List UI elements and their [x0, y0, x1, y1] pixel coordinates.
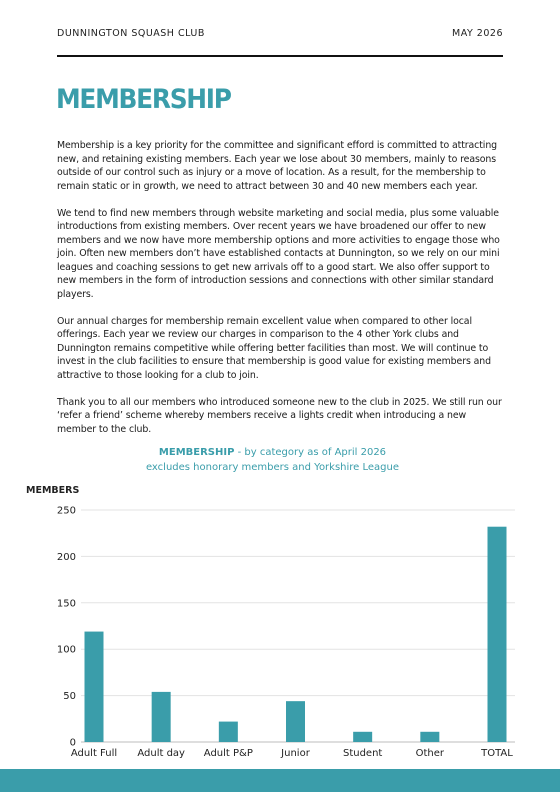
x-tick-label: Student [342, 748, 383, 759]
y-tick-label: 150 [56, 598, 76, 610]
paragraph: We tend to find new members through website marketing and social media, plus some valuable introductions from existing members. Over recent years we have broadened our offer to new members and we now have more membership options and more activities to engage those who join. Often new members don’t have established contacts at Dunnington, so we rely on our mini leagues and coaching sessions to get new arrivals off to a good start. We also offer support to new members in the form of introduction sessions and connections with other similar standard players. [57, 207, 500, 300]
x-tick-label: Junior [281, 748, 310, 759]
bar [488, 527, 507, 742]
x-tick-label: Other [415, 748, 445, 759]
page-title: MEMBERSHIP [56, 84, 231, 115]
bar [420, 732, 439, 742]
y-tick-label: 250 [56, 505, 76, 517]
issue-date: MAY 2026 [452, 28, 503, 39]
x-tick-label: TOTAL [481, 748, 513, 759]
y-tick-label: 0 [69, 737, 76, 749]
bar [152, 692, 171, 742]
bar [85, 632, 104, 742]
chart-subtitle-note: excludes honorary members and Yorkshire League [145, 462, 400, 473]
x-tick-label: Adult P&P [203, 748, 253, 759]
chart-title-main: MEMBERSHIP [158, 447, 235, 458]
paragraph: Our annual charges for membership remain excellent value when compared to other local offerings. Each year we review our charges in comparison to the 4 other York clubs and Dunnington remains competitive while offering better facilities than most. We will continue to invest in the club facilities to ensure that membership is good value for existing members and attractive to those looking for a club to join. [57, 315, 491, 381]
bar [286, 701, 305, 742]
y-axis-title: MEMBERS [26, 485, 80, 496]
y-tick-label: 50 [63, 691, 76, 703]
chart-subtitle: - by category as of April 2026 [237, 447, 387, 458]
club-name: DUNNINGTON SQUASH CLUB [57, 28, 205, 39]
footer-bar [0, 769, 560, 792]
x-tick-label: Adult day [137, 748, 185, 759]
x-tick-label: Adult Full [70, 748, 118, 759]
bar [353, 732, 372, 742]
y-tick-label: 200 [56, 551, 76, 563]
bar [219, 722, 238, 742]
paragraph: Thank you to all our members who introduced someone new to the club in 2025. We still run our ‘refer a friend’ scheme whereby members receive a lights credit when introducing a new member to the club. [57, 396, 502, 435]
paragraph: Membership is a key priority for the committee and significant efford is committed to attracting new, and retaining existing members. Each year we lose about 30 members, mainly to reasons outside of our control such as injury or a move of location. As a result, for the membership to remain static or in growth, we need to attract between 30 and 40 new members each year. [57, 140, 498, 192]
y-tick-label: 100 [56, 644, 76, 656]
